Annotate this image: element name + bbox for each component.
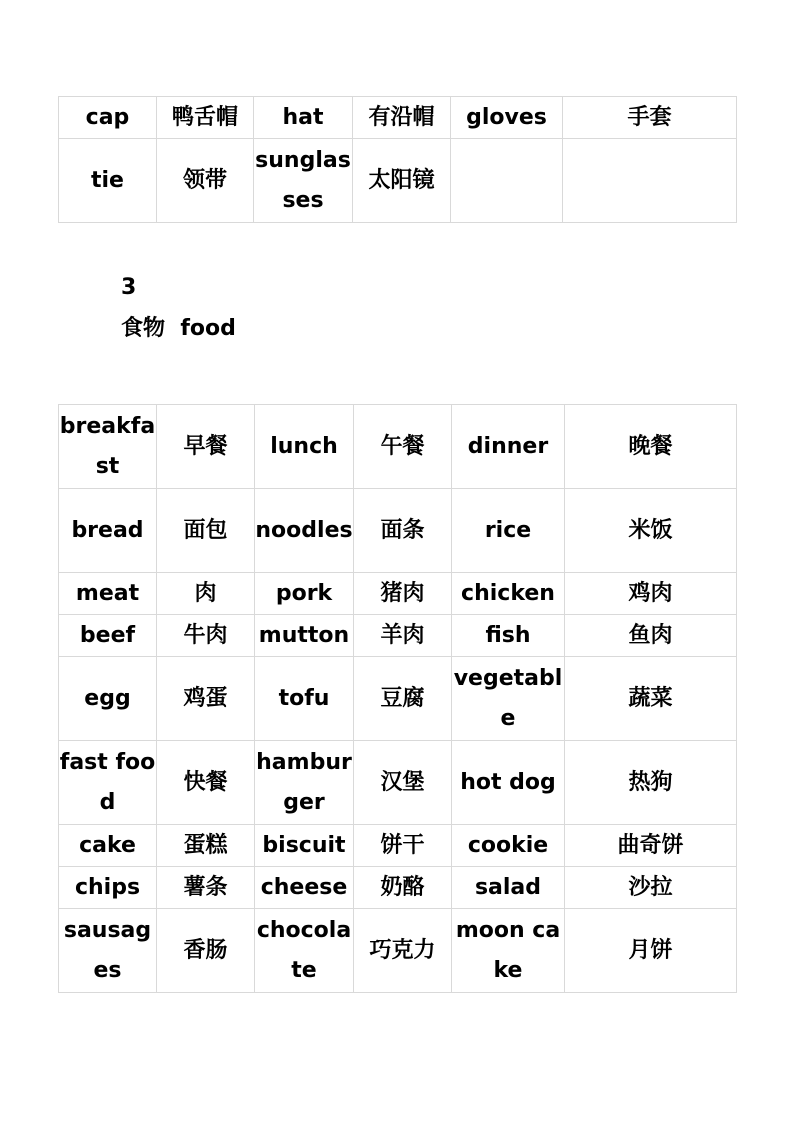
chinese-word: 早餐 bbox=[157, 405, 255, 489]
chinese-word: 鸡肉 bbox=[565, 573, 737, 615]
english-word: pork bbox=[255, 573, 354, 615]
empty-cell bbox=[563, 139, 737, 223]
table-row bbox=[59, 405, 737, 489]
table-row bbox=[59, 489, 737, 573]
section-number: 3 bbox=[121, 275, 137, 300]
food-vocab-table bbox=[58, 404, 737, 993]
english-word: cookie bbox=[452, 825, 565, 867]
english-word: hat bbox=[254, 97, 353, 139]
chinese-word: 香肠 bbox=[157, 909, 255, 993]
chinese-word: 豆腐 bbox=[354, 657, 452, 741]
chinese-word: 沙拉 bbox=[565, 867, 737, 909]
chinese-word: 月饼 bbox=[565, 909, 737, 993]
chinese-word: 薯条 bbox=[157, 867, 255, 909]
chinese-word: 曲奇饼 bbox=[565, 825, 737, 867]
english-word: sunglasses bbox=[254, 139, 353, 223]
english-word: fast food bbox=[59, 741, 157, 825]
table-row bbox=[59, 657, 737, 741]
english-word: dinner bbox=[452, 405, 565, 489]
chinese-word: 面条 bbox=[354, 489, 452, 573]
english-word: moon cake bbox=[452, 909, 565, 993]
chinese-word: 鸡蛋 bbox=[157, 657, 255, 741]
chinese-word: 猪肉 bbox=[354, 573, 452, 615]
english-word: chips bbox=[59, 867, 157, 909]
chinese-word: 巧克力 bbox=[354, 909, 452, 993]
chinese-word: 羊肉 bbox=[354, 615, 452, 657]
english-word: beef bbox=[59, 615, 157, 657]
chinese-word: 面包 bbox=[157, 489, 255, 573]
english-word: hamburger bbox=[255, 741, 354, 825]
english-word: breakfast bbox=[59, 405, 157, 489]
english-word: hot dog bbox=[452, 741, 565, 825]
chinese-word: 鱼肉 bbox=[565, 615, 737, 657]
chinese-word: 鸭舌帽 bbox=[157, 97, 254, 139]
english-word: chicken bbox=[452, 573, 565, 615]
table-row bbox=[59, 97, 737, 139]
chinese-word: 晚餐 bbox=[565, 405, 737, 489]
chinese-word: 快餐 bbox=[157, 741, 255, 825]
english-word: tofu bbox=[255, 657, 354, 741]
chinese-word: 午餐 bbox=[354, 405, 452, 489]
clothing-vocab-table bbox=[58, 96, 737, 223]
table-row bbox=[59, 573, 737, 615]
english-word: tie bbox=[59, 139, 157, 223]
english-word: rice bbox=[452, 489, 565, 573]
english-word: biscuit bbox=[255, 825, 354, 867]
table-row bbox=[59, 867, 737, 909]
chinese-word: 手套 bbox=[563, 97, 737, 139]
chinese-word: 有沿帽 bbox=[353, 97, 451, 139]
english-word: vegetable bbox=[452, 657, 565, 741]
english-word: bread bbox=[59, 489, 157, 573]
english-word: lunch bbox=[255, 405, 354, 489]
section-title: 食物 food bbox=[121, 316, 236, 341]
english-word: salad bbox=[452, 867, 565, 909]
chinese-word: 领带 bbox=[157, 139, 254, 223]
english-word: sausages bbox=[59, 909, 157, 993]
table-row bbox=[59, 615, 737, 657]
table-row bbox=[59, 741, 737, 825]
chinese-word: 肉 bbox=[157, 573, 255, 615]
english-word: cake bbox=[59, 825, 157, 867]
chinese-word: 汉堡 bbox=[354, 741, 452, 825]
english-word: noodles bbox=[255, 489, 354, 573]
english-word: gloves bbox=[451, 97, 563, 139]
chinese-word: 奶酪 bbox=[354, 867, 452, 909]
table-row bbox=[59, 139, 737, 223]
chinese-word: 蛋糕 bbox=[157, 825, 255, 867]
english-word: fish bbox=[452, 615, 565, 657]
english-word: cheese bbox=[255, 867, 354, 909]
english-word: chocolate bbox=[255, 909, 354, 993]
table-row bbox=[59, 909, 737, 993]
chinese-word: 饼干 bbox=[354, 825, 452, 867]
chinese-word: 太阳镜 bbox=[353, 139, 451, 223]
english-word: meat bbox=[59, 573, 157, 615]
table-row bbox=[59, 825, 737, 867]
chinese-word: 热狗 bbox=[565, 741, 737, 825]
chinese-word: 米饭 bbox=[565, 489, 737, 573]
chinese-word: 蔬菜 bbox=[565, 657, 737, 741]
empty-cell bbox=[451, 139, 563, 223]
english-word: mutton bbox=[255, 615, 354, 657]
chinese-word: 牛肉 bbox=[157, 615, 255, 657]
english-word: egg bbox=[59, 657, 157, 741]
english-word: cap bbox=[59, 97, 157, 139]
